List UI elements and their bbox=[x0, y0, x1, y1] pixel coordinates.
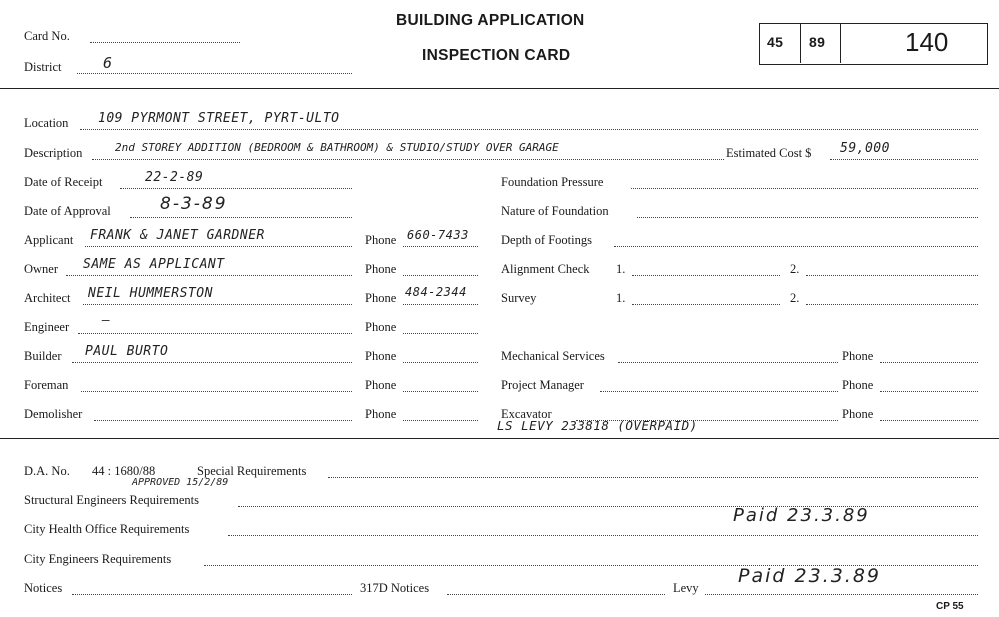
special-requirements-line bbox=[328, 477, 978, 478]
architect-value: NEIL HUMMERSTON bbox=[88, 286, 213, 301]
location-label: Location bbox=[24, 116, 69, 130]
notices-317d-label: 317D Notices bbox=[360, 581, 430, 595]
description-label: Description bbox=[24, 146, 83, 160]
survey-1: 1. bbox=[616, 291, 626, 305]
mechanical-phone-line bbox=[880, 362, 978, 363]
requirements-rule bbox=[0, 438, 999, 439]
engineer-line bbox=[78, 333, 352, 334]
levy-line bbox=[705, 594, 978, 595]
health-paid-value: Paid 23.3.89 bbox=[733, 505, 870, 526]
levy-label: Levy bbox=[673, 581, 699, 595]
date-receipt-label: Date of Receipt bbox=[24, 175, 103, 189]
engineer-phone-label: Phone bbox=[365, 320, 397, 334]
date-approval-label: Date of Approval bbox=[24, 204, 111, 218]
builder-value: PAUL BURTO bbox=[85, 344, 169, 359]
excavator-label: Excavator bbox=[501, 407, 552, 421]
alignment-check-label: Alignment Check bbox=[501, 262, 590, 276]
date-approval-value: 8-3-89 bbox=[160, 194, 228, 214]
owner-label: Owner bbox=[24, 262, 59, 276]
architect-phone-line bbox=[403, 304, 478, 305]
survey-label: Survey bbox=[501, 291, 537, 305]
engineer-value: — bbox=[102, 313, 111, 328]
description-value: 2nd STOREY ADDITION (BEDROOM & BATHROOM) & STUDIO/STUDY OVER GARAGE bbox=[115, 141, 559, 154]
builder-phone-label: Phone bbox=[365, 349, 397, 363]
owner-line bbox=[66, 275, 352, 276]
notices-317d-line bbox=[447, 594, 665, 595]
mechanical-services-label: Mechanical Services bbox=[501, 349, 605, 363]
builder-label: Builder bbox=[24, 349, 62, 363]
levy-note: LS LEVY 233818 (OVERPAID) bbox=[497, 418, 698, 433]
health-requirements-label: City Health Office Requirements bbox=[24, 522, 190, 536]
survey-2-line bbox=[806, 304, 978, 305]
card-no-label: Card No. bbox=[24, 29, 70, 43]
builder-phone-line bbox=[403, 362, 478, 363]
nature-foundation-label: Nature of Foundation bbox=[501, 204, 609, 218]
owner-phone-label: Phone bbox=[365, 262, 397, 276]
special-requirements-label: Special Requirements bbox=[197, 464, 307, 478]
form-code: CP 55 bbox=[936, 601, 964, 612]
title-line-1: BUILDING APPLICATION bbox=[396, 12, 585, 29]
project-manager-line bbox=[600, 391, 838, 392]
project-manager-phone-line bbox=[880, 391, 978, 392]
header-rule bbox=[0, 88, 999, 89]
card-no-line bbox=[90, 42, 240, 43]
box-a: 45 bbox=[767, 34, 784, 50]
applicant-phone: 660-7433 bbox=[407, 228, 469, 242]
mechanical-phone-label: Phone bbox=[842, 349, 874, 363]
applicant-line bbox=[85, 246, 352, 247]
architect-line bbox=[83, 304, 352, 305]
alignment-check-2: 2. bbox=[790, 262, 800, 276]
excavator-phone-label: Phone bbox=[842, 407, 874, 421]
card-number: 140 bbox=[905, 27, 949, 57]
alignment-check-1: 1. bbox=[616, 262, 626, 276]
box-b: 89 bbox=[809, 34, 826, 50]
foundation-pressure-line bbox=[631, 188, 978, 189]
foreman-phone-line bbox=[403, 391, 478, 392]
builder-line bbox=[72, 362, 352, 363]
engineer-phone-line bbox=[403, 333, 478, 334]
date-receipt-value: 22-2-89 bbox=[145, 170, 204, 185]
location-line bbox=[80, 129, 978, 130]
alignment-check-2-line bbox=[806, 275, 978, 276]
health-requirements-line bbox=[228, 535, 978, 536]
applicant-phone-label: Phone bbox=[365, 233, 397, 247]
da-no-label: D.A. No. bbox=[24, 464, 70, 478]
location-value: 109 PYRMONT STREET, PYRT-ULTO bbox=[98, 111, 340, 126]
demolisher-line bbox=[94, 420, 352, 421]
da-no-value: 44 : 1680/88 bbox=[92, 464, 156, 478]
notices-label: Notices bbox=[24, 581, 63, 595]
card-number-box bbox=[759, 23, 988, 65]
mechanical-services-line bbox=[618, 362, 838, 363]
depth-footings-label: Depth of Footings bbox=[501, 233, 592, 247]
owner-value: SAME AS APPLICANT bbox=[83, 257, 225, 272]
nature-foundation-line bbox=[637, 217, 978, 218]
foreman-label: Foreman bbox=[24, 378, 69, 392]
date-approval-line bbox=[130, 217, 352, 218]
district-line bbox=[77, 73, 352, 74]
project-manager-phone-label: Phone bbox=[842, 378, 874, 392]
foreman-phone-label: Phone bbox=[365, 378, 397, 392]
depth-footings-line bbox=[614, 246, 978, 247]
district-value: 6 bbox=[103, 54, 113, 72]
estimated-cost-line bbox=[830, 159, 978, 160]
box-divider-2 bbox=[840, 23, 841, 63]
excavator-phone-line bbox=[880, 420, 978, 421]
notices-line bbox=[72, 594, 352, 595]
demolisher-label: Demolisher bbox=[24, 407, 83, 421]
owner-phone-line bbox=[403, 275, 478, 276]
demolisher-phone-label: Phone bbox=[365, 407, 397, 421]
applicant-phone-line bbox=[403, 246, 478, 247]
demolisher-phone-line bbox=[403, 420, 478, 421]
engineer-label: Engineer bbox=[24, 320, 70, 334]
approved-note: APPROVED 15/2/89 bbox=[132, 477, 229, 488]
box-divider-1 bbox=[800, 23, 801, 63]
date-receipt-line bbox=[120, 188, 352, 189]
foreman-line bbox=[81, 391, 352, 392]
architect-phone: 484-2344 bbox=[405, 285, 467, 299]
description-line bbox=[92, 159, 724, 160]
applicant-value: FRANK & JANET GARDNER bbox=[90, 228, 265, 243]
survey-2: 2. bbox=[790, 291, 800, 305]
architect-label: Architect bbox=[24, 291, 71, 305]
title-line-2: INSPECTION CARD bbox=[422, 47, 571, 64]
district-label: District bbox=[24, 60, 62, 74]
estimated-cost-value: 59,000 bbox=[840, 141, 890, 156]
alignment-check-1-line bbox=[632, 275, 780, 276]
survey-1-line bbox=[632, 304, 780, 305]
levy-paid-value: Paid 23.3.89 bbox=[738, 565, 882, 587]
estimated-cost-label: Estimated Cost $ bbox=[726, 146, 812, 160]
foundation-pressure-label: Foundation Pressure bbox=[501, 175, 604, 189]
architect-phone-label: Phone bbox=[365, 291, 397, 305]
city-engineers-label: City Engineers Requirements bbox=[24, 552, 172, 566]
structural-requirements-label: Structural Engineers Requirements bbox=[24, 493, 199, 507]
applicant-label: Applicant bbox=[24, 233, 74, 247]
project-manager-label: Project Manager bbox=[501, 378, 584, 392]
